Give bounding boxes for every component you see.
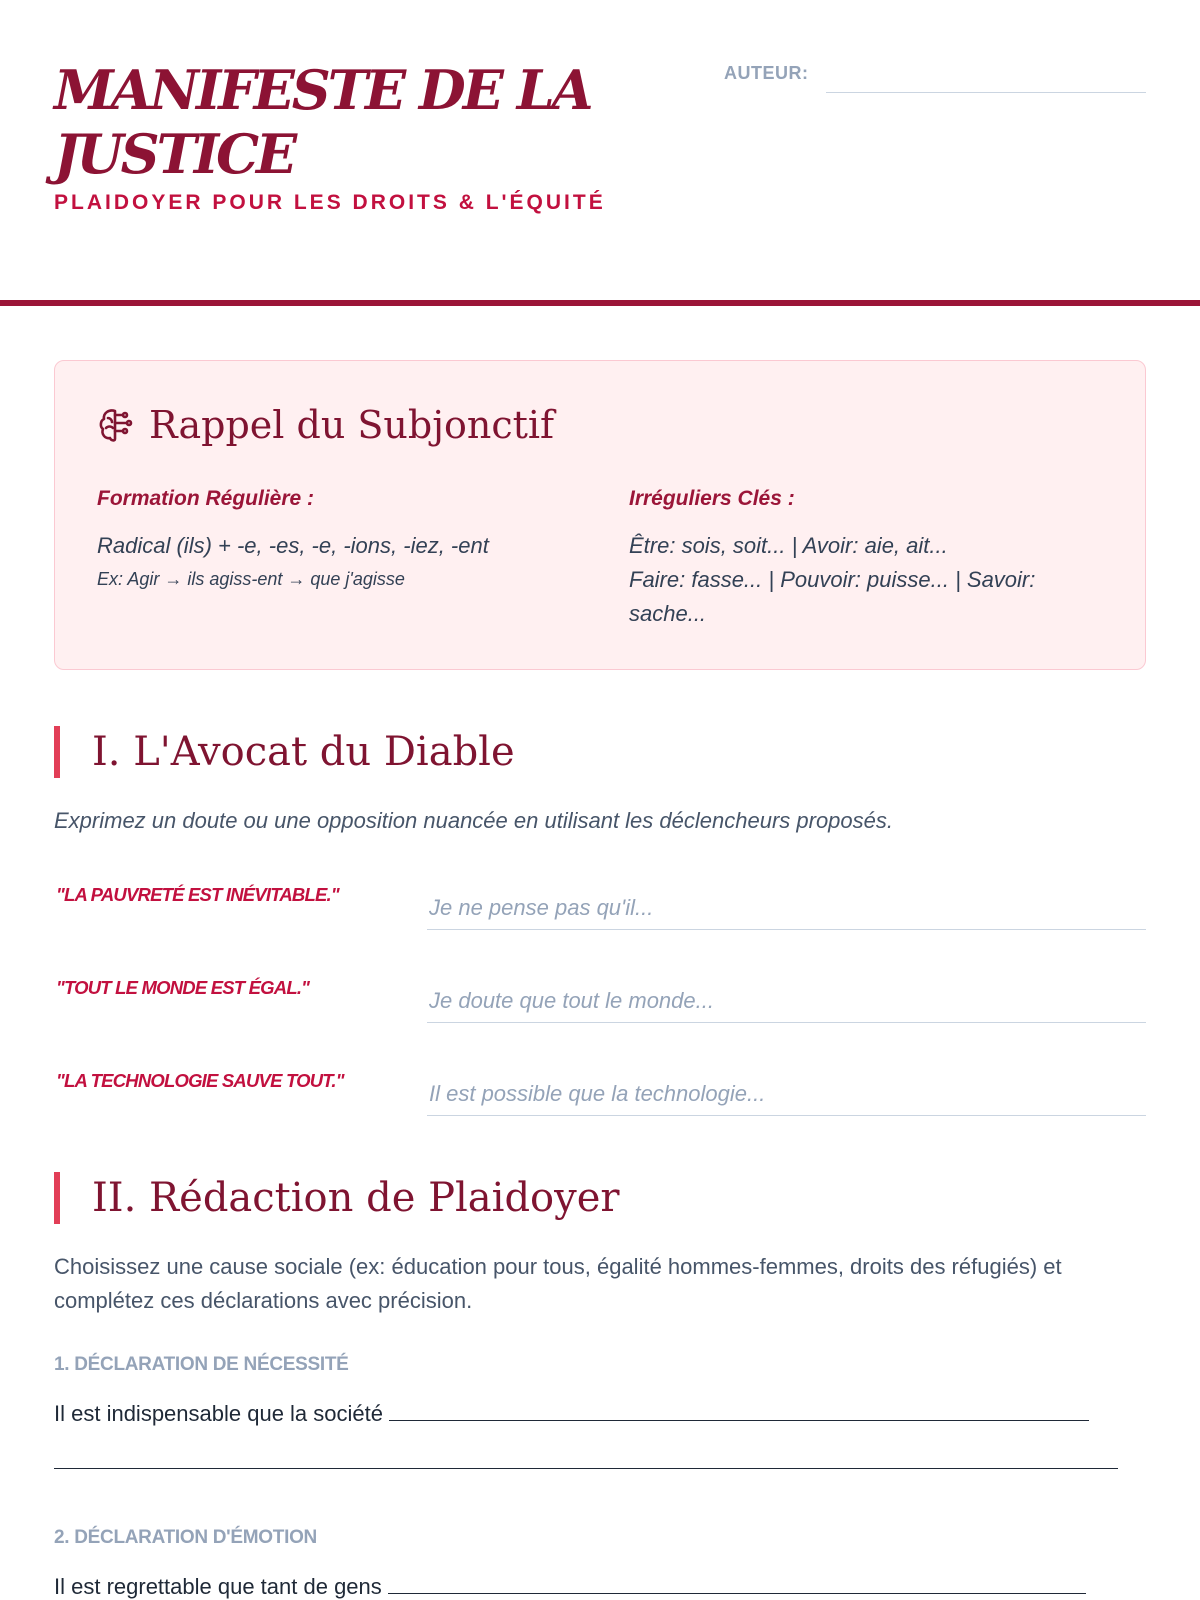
author-label: AUTEUR: <box>724 63 809 83</box>
exercise-row <box>54 872 1146 932</box>
declaration-label: 2. DÉCLARATION D'ÉMOTION <box>54 1527 317 1548</box>
exercise-row <box>54 1058 1146 1118</box>
statement-text: "LA TECHNOLOGIE SAUVE TOUT." <box>56 1070 344 1091</box>
regular-heading: Formation Régulière : <box>97 487 315 510</box>
subjunctive-reminder-card <box>54 360 1146 670</box>
page-header <box>0 0 1200 306</box>
reminder-title-text: Rappel du Subjonctif <box>149 403 555 447</box>
regular-formation <box>97 487 597 590</box>
declaration-blank[interactable] <box>388 1573 1086 1594</box>
declaration-blank[interactable] <box>389 1400 1089 1421</box>
page-title: MANIFESTE DE LA JUSTICE <box>54 58 591 186</box>
regular-example: Ex: Agir → ils agiss-ent → que j'agisse <box>97 569 405 589</box>
regular-rule: Radical (ils) + -e, -es, -e, -ions, -iez, -ent <box>97 533 489 558</box>
answer-input[interactable] <box>427 965 1146 1023</box>
statement-text: "TOUT LE MONDE EST ÉGAL." <box>56 977 310 998</box>
exercise-row <box>54 965 1146 1025</box>
irregular-heading: Irréguliers Clés : <box>629 487 795 510</box>
section-2-instructions: Choisissez une cause sociale (ex: éducation pour tous, égalité hommes-femmes, droits des réfugiés) et complétez ces déclarations avec précision. <box>54 1254 1062 1313</box>
declaration-line <box>54 1573 1086 1600</box>
statement-text: "LA PAUVRETÉ EST INÉVITABLE." <box>56 884 339 905</box>
author-field[interactable] <box>826 92 1146 93</box>
brain-icon <box>97 406 135 444</box>
irregular-verbs <box>629 487 1109 631</box>
irregular-line-1: Être: sois, soit... | Avoir: aie, ait... <box>629 533 948 558</box>
answer-input[interactable] <box>427 872 1146 930</box>
irregular-line-2: Faire: fasse... | Pouvoir: puisse... | Savoir: sache... <box>629 567 1036 626</box>
declaration-prompt: Il est indispensable que la société <box>54 1401 383 1426</box>
section-1-title: I. L'Avocat du Diable <box>54 726 515 778</box>
section-1-instructions: Exprimez un doute ou une opposition nuancée en utilisant les déclencheurs proposés. <box>54 808 893 833</box>
page-subtitle: PLAIDOYER POUR LES DROITS & L'ÉQUITÉ <box>54 191 606 214</box>
declaration-continuation-line[interactable] <box>54 1468 1118 1469</box>
answer-input[interactable] <box>427 1058 1146 1116</box>
reminder-title <box>97 403 554 447</box>
declaration-prompt: Il est regrettable que tant de gens <box>54 1574 382 1599</box>
section-2-title: II. Rédaction de Plaidoyer <box>54 1172 620 1224</box>
declaration-line <box>54 1400 1089 1427</box>
declaration-label: 1. DÉCLARATION DE NÉCESSITÉ <box>54 1354 349 1375</box>
